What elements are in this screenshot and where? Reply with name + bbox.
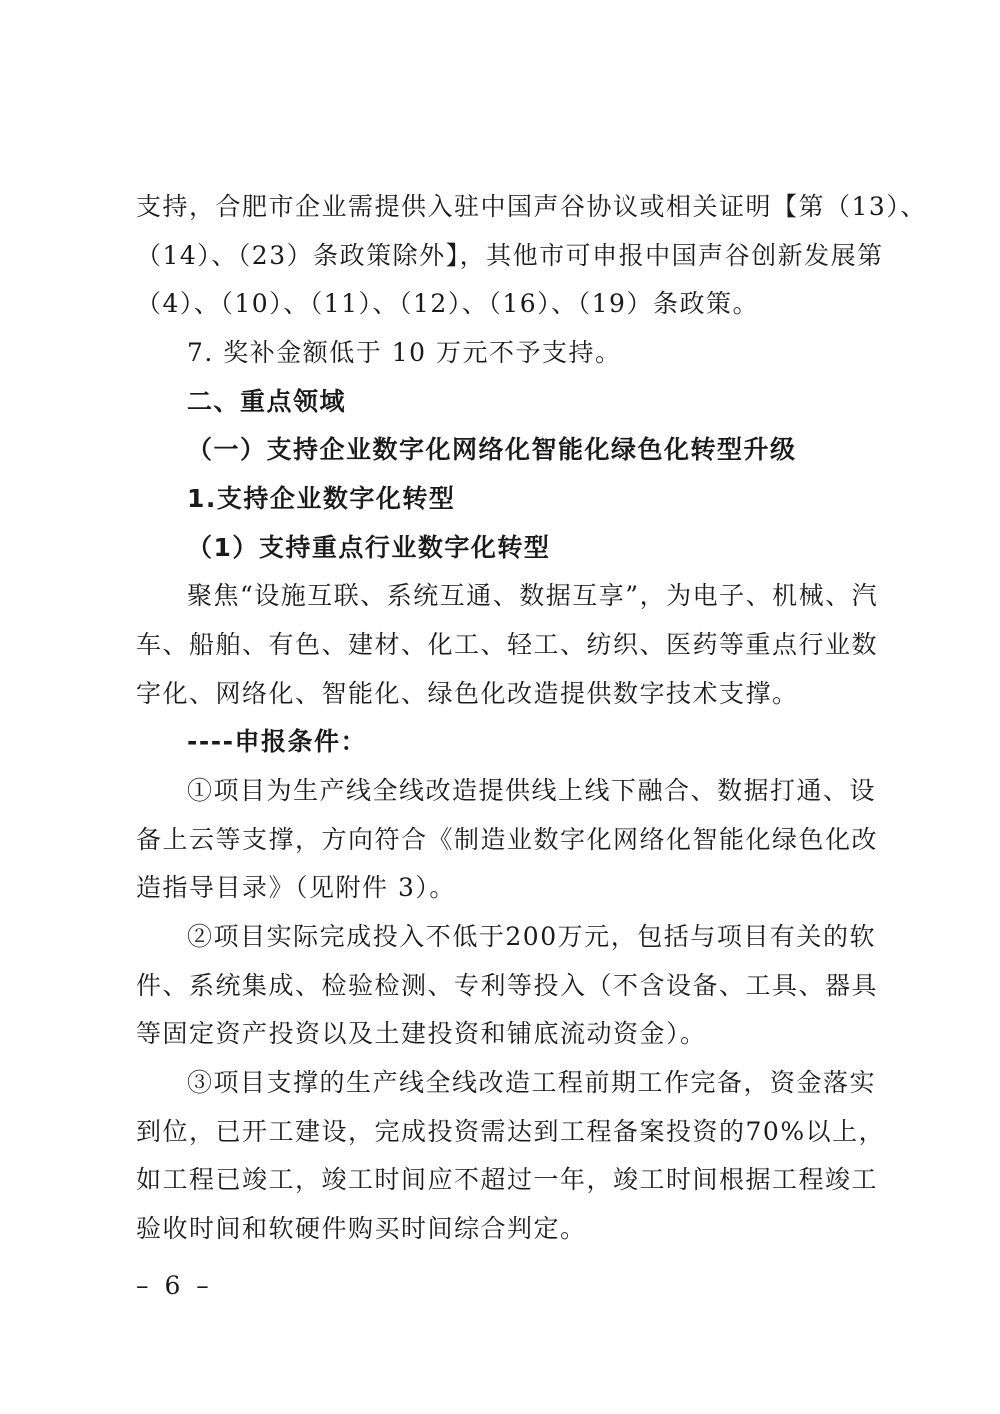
condition-line: ①项目为生产线全线改造提供线上线下融合、数据打通、设 — [187, 776, 877, 805]
condition-line: 等固定资产投资以及土建投资和铺底流动资金）。 — [136, 1019, 707, 1048]
condition-line: ②项目实际完成投入不低于200万元，包括与项目有关的软 — [187, 922, 876, 951]
condition-line: 备上云等支撑，方向符合《制造业数字化网络化智能化绿色化改 — [136, 825, 879, 854]
paragraph-line: 支持，合肥市企业需提供入驻中国声谷协议或相关证明【第（13）、 — [136, 192, 927, 221]
subitem-heading: （1）支持重点行业数字化转型 — [187, 533, 551, 562]
condition-line: 如工程已竣工，竣工时间应不超过一年，竣工时间根据工程竣工 — [136, 1165, 879, 1194]
conditions-label: ----申报条件： — [187, 727, 368, 756]
paragraph-line: 7. 奖补金额低于 10 万元不予支持。 — [187, 338, 622, 367]
condition-line: 件、系统集成、检验检测、专利等投入（不含设备、工具、器具 — [136, 971, 879, 1000]
subsection-heading: （一）支持企业数字化网络化智能化绿色化转型升级 — [187, 435, 797, 464]
item-heading: 1.支持企业数字化转型 — [187, 484, 456, 513]
section-heading: 二、重点领域 — [187, 387, 347, 416]
paragraph-line: （4）、（10）、（11）、（12）、（16）、（19）条政策。 — [136, 289, 759, 318]
paragraph-line: （14）、（23）条政策除外】，其他市可申报中国声谷创新发展第 — [136, 241, 884, 270]
condition-line: ③项目支撑的生产线全线改造工程前期工作完备，资金落实 — [187, 1068, 877, 1097]
intro-line: 聚焦“设施互联、系统互通、数据互享”，为电子、机械、汽 — [187, 581, 879, 610]
intro-line: 车、船舶、有色、建材、化工、轻工、纺织、医药等重点行业数 — [136, 630, 879, 659]
condition-line: 到位，已开工建设，完成投资需达到工程备案投资的70%以上， — [136, 1117, 886, 1146]
condition-line: 造指导目录》（见附件 3）。 — [136, 873, 456, 902]
intro-line: 字化、网络化、智能化、绿色化改造提供数字技术支撑。 — [136, 679, 799, 708]
page-number: – 6 – — [136, 1271, 213, 1300]
condition-line: 验收时间和软硬件购买时间综合判定。 — [136, 1214, 587, 1243]
